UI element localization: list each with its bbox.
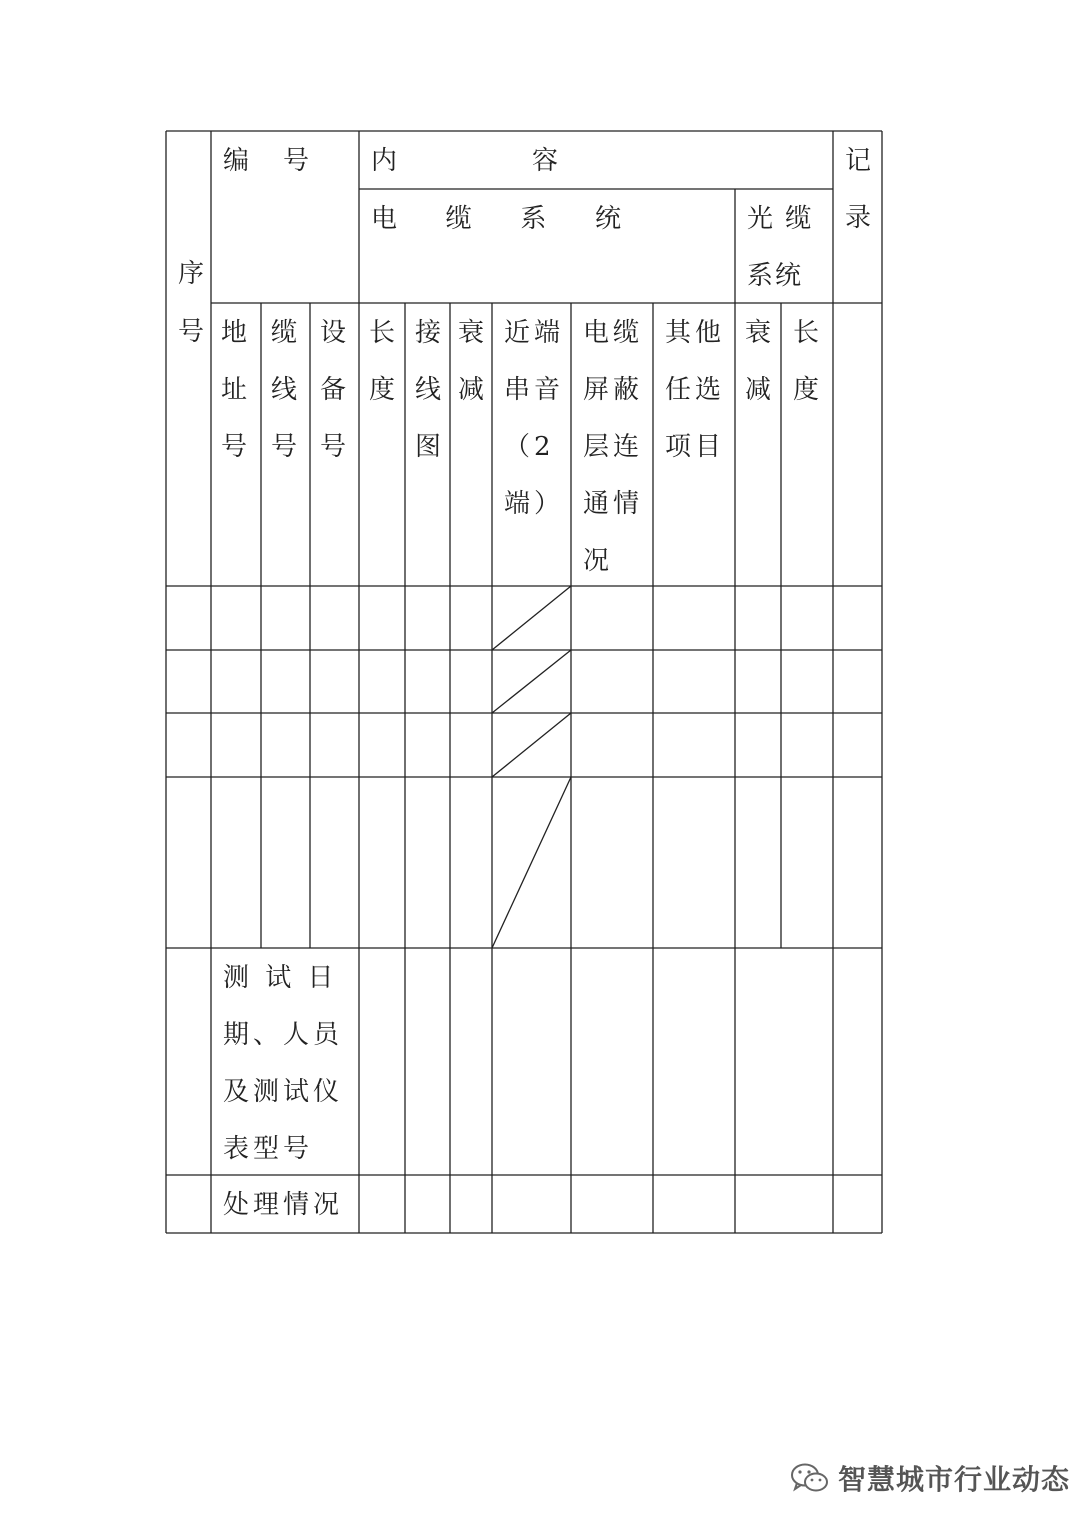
near-end-crosstalk-header: 近端串音（2端） — [504, 318, 565, 519]
seq-header-char2: 号 — [178, 317, 209, 347]
record-header: 记录 — [845, 146, 876, 233]
content-header-char1: 内 — [371, 146, 402, 176]
length-header: 长度 — [369, 318, 400, 405]
watermark — [790, 1456, 1070, 1500]
attenuation-header: 衰减 — [458, 318, 489, 405]
fiber-system-header: 光 缆 系统 — [747, 204, 814, 291]
number-header-char1: 编 — [223, 146, 254, 176]
diagonal-slash-row2 — [492, 650, 571, 713]
content-header-char2: 容 — [532, 146, 563, 176]
wiring-map-header: 接线图 — [415, 318, 446, 462]
seq-header-char1: 序 — [178, 259, 209, 289]
cable-system-char: 缆 — [445, 204, 476, 234]
number-header-char2: 号 — [283, 146, 314, 176]
device-no-header: 设备号 — [320, 318, 351, 462]
handling-label: 处理情况 — [223, 1190, 344, 1220]
fiber-attenuation-header: 衰减 — [745, 318, 776, 405]
shield-continuity-header: 电缆屏蔽层连通情况 — [583, 318, 644, 576]
diagonal-slash-row3 — [492, 713, 571, 777]
address-no-header: 地址号 — [221, 318, 252, 462]
cable-system-char: 系 — [520, 204, 551, 234]
other-optional-header: 其他任选项目 — [665, 318, 726, 462]
test-info-label: 测 试 日期、人员及测试仪表型号 — [223, 963, 344, 1164]
cable-system-header — [359, 189, 649, 247]
cable-system-char: 统 — [594, 204, 625, 234]
diagonal-slash-row4 — [492, 777, 571, 948]
cable-system-char: 电 — [371, 204, 402, 234]
diagonal-slash-row1 — [492, 586, 571, 650]
cable-no-header: 缆线号 — [271, 318, 302, 462]
fiber-length-header: 长度 — [793, 318, 824, 405]
wechat-icon — [790, 1461, 830, 1495]
watermark-text: 智慧城市行业动态 — [838, 1463, 1071, 1496]
